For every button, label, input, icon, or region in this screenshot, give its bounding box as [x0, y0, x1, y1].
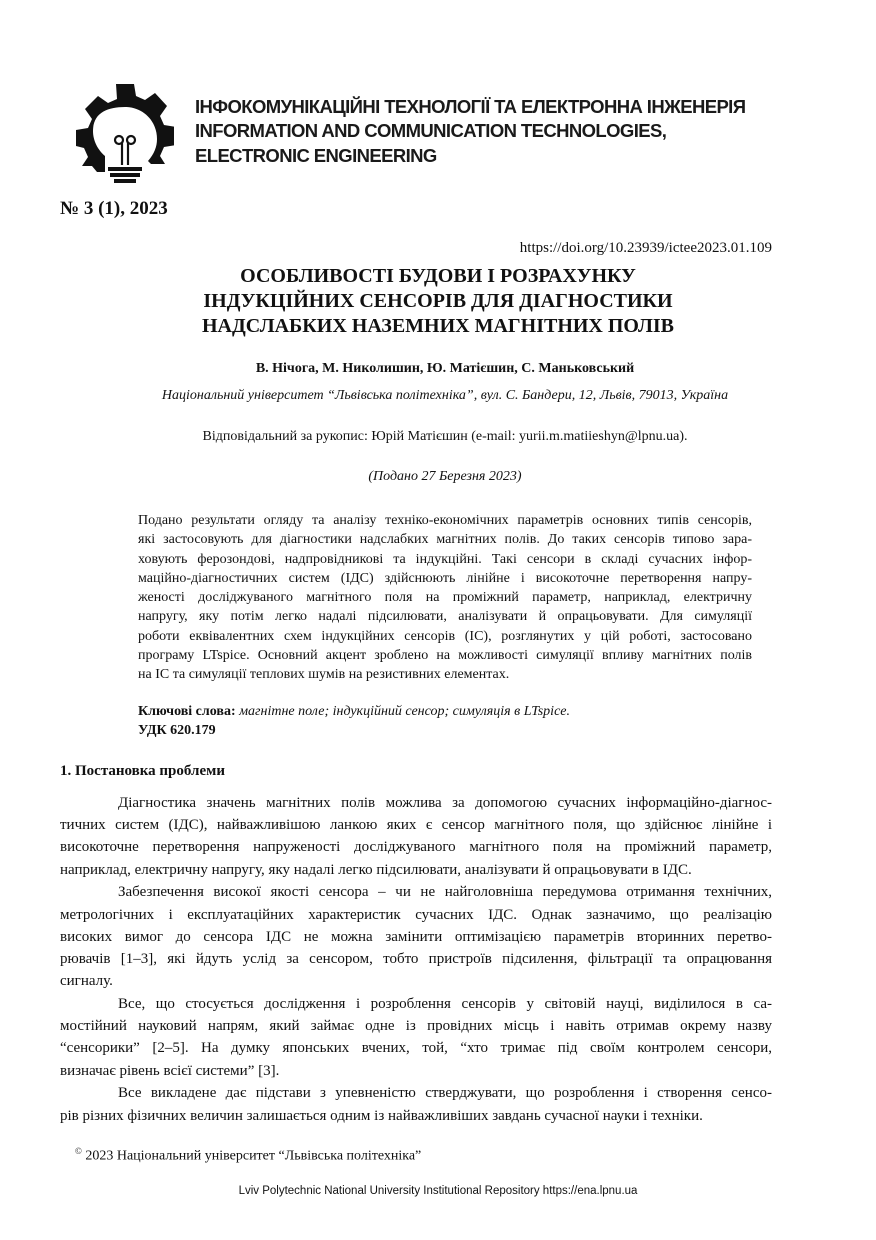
affiliation: Національний університет “Львівська політехніка”, вул. С. Бандери, 12, Львів, 79013, Україна: [161, 388, 729, 403]
paragraph: [60, 881, 772, 992]
abstract: [138, 511, 752, 685]
paragraph-line: рювачів [1–3], які йдуть услід за сенсором, тобто пристроїв підсилення, фільтрації та опрацювання: [60, 951, 772, 968]
paragraph-line: мостійний науковий напрям, який займає одне із провідних місць і навіть отримав окрему назву: [60, 1018, 772, 1035]
abstract-line: програму LTspice. Основний акцент зроблено на можливості симуляції впливу магнітних полів: [138, 648, 752, 664]
paragraph: [60, 792, 772, 881]
correspondence: Відповідальний за рукопис: Юрій Матієшин (e-mail: yurii.m.matiieshyn@lpnu.ua).: [202, 429, 688, 444]
paragraph-line: визначає рівень всієї системи” [3].: [60, 1062, 280, 1079]
title-line: ОСОБЛИВОСТІ БУДОВИ І РОЗРАХУНКУ: [240, 265, 636, 287]
paragraph: [60, 993, 772, 1082]
abstract-line: на ІС та симуляції теплових шумів на резистивних елементах.: [138, 667, 510, 683]
paragraph-line: Все, що стосується дослідження і розроблення сенсорів у світовій науці, виділилося в са-: [118, 996, 772, 1013]
journal-title-en-1: INFORMATION AND COMMUNICATION TECHNOLOGIES,: [195, 120, 667, 141]
keywords-label: Ключові слова:: [138, 704, 236, 719]
paragraph-line: Діагностика значень магнітних полів можлива за допомогою сучасних інформаційно-діагнос-: [118, 795, 772, 811]
section-heading: 1. Постановка проблеми: [60, 763, 225, 779]
abstract-line: Подано результати огляду та аналізу техніко-економічних параметрів основних типів сенсорів,: [138, 513, 752, 528]
paragraph-line: сигналу.: [60, 973, 113, 990]
title-line: ІНДУКЦІЙНИХ СЕНСОРІВ ДЛЯ ДІАГНОСТИКИ: [203, 290, 673, 312]
abstract-line: роботи еквівалентних схем індукційних сенсорів (ІС), розглянутих у цій роботі, застосовано: [138, 628, 752, 644]
paragraph-line: Забезпечення високої якості сенсора – чи не найголовніша передумова отримання технічних,: [118, 884, 772, 901]
paragraph-line: Все викладене дає підстави з упевненістю стверджувати, що розроблення і створення сенсо-: [118, 1085, 772, 1102]
copyright-symbol: ©: [75, 1146, 82, 1156]
journal-title-en-2: ELECTRONIC ENGINEERING: [195, 145, 437, 166]
abstract-line: женості досліджуваного магнітного поля на проміжний параметр, наприклад, електричну: [138, 590, 752, 606]
journal-logo-gear-bulb-icon: [76, 82, 174, 184]
paragraph-line: наприклад, електричну напругу, яку надалі легко підсилювати, аналізувати й опрацьовувати в ІДС.: [60, 861, 692, 878]
keywords-block: [138, 702, 570, 740]
authors: В. Нічога, М. Николишин, Ю. Матієшин, С. Маньковський: [255, 361, 635, 376]
paragraph: [60, 1082, 772, 1126]
abstract-line: маційно-діагностичних систем (ІДС) здійснюють лінійне і високоточне перетворення напру-: [138, 570, 752, 586]
paragraph-line: рів різних фізичних величин залишається одним із найважливіших завдань сучасної науки і техніки.: [60, 1107, 703, 1124]
paragraph-line: високоточне перетворення напруженості досліджуваного магнітного поля на проміжний параметр,: [60, 839, 772, 856]
journal-title-ua: ІНФОКОМУНІКАЦІЙНІ ТЕХНОЛОГІЇ ТА ЕЛЕКТРОННА ІНЖЕНЕРІЯ: [195, 96, 746, 117]
paragraph-line: “сенсорики” [2–5]. На думку японських вчених, той, “хто тримає під своїм контролем сенсори,: [60, 1040, 772, 1057]
submitted-date: (Подано 27 Березня 2023): [368, 469, 522, 484]
article-title: [0, 264, 876, 339]
repository-footer: Lviv Polytechnic National University Institutional Repository https://ena.lpnu.ua: [238, 1185, 638, 1197]
paragraph-line: тичних систем (ІДС), найважливішою ланкою яких є сенсор магнітного поля, що здійснює лінійне і: [60, 817, 772, 834]
abstract-line: ховують ферозондові, надпровідникові та індукційні. Такі сенсори в складі сучасних інфор-: [138, 551, 752, 567]
doi-link[interactable]: https://doi.org/10.23939/ictee2023.01.109: [519, 240, 772, 256]
issue-number: № 3 (1), 2023: [60, 198, 168, 219]
paragraph-line: високих вимог до сенсора ІДС не можна замінити оптимізацією параметрів вторинних перетво-: [60, 928, 772, 945]
paragraph-line: метрологічних і експлуатаційних характеристик сучасних ІДС. Однак зазначимо, що реалізацію: [60, 906, 772, 923]
copyright-footnote: [75, 1146, 421, 1165]
abstract-line: які застосовують для діагностики надслабких магнітних полів. До таких сенсорів типово зара-: [138, 532, 752, 548]
abstract-line: напругу, яку потім легко надалі підсилювати, аналізувати й опрацьовувати. Для симуляції: [138, 609, 752, 625]
udc: УДК 620.179: [138, 723, 216, 738]
copyright-text: 2023 Національний університет “Львівська політехніка”: [81, 1148, 422, 1164]
title-line: НАДСЛАБКИХ НАЗЕМНИХ МАГНІТНИХ ПОЛІВ: [201, 315, 675, 337]
keywords: магнітне поле; індукційний сенсор; симуляція в LTspice.: [239, 704, 570, 719]
body-text: [60, 792, 772, 1127]
